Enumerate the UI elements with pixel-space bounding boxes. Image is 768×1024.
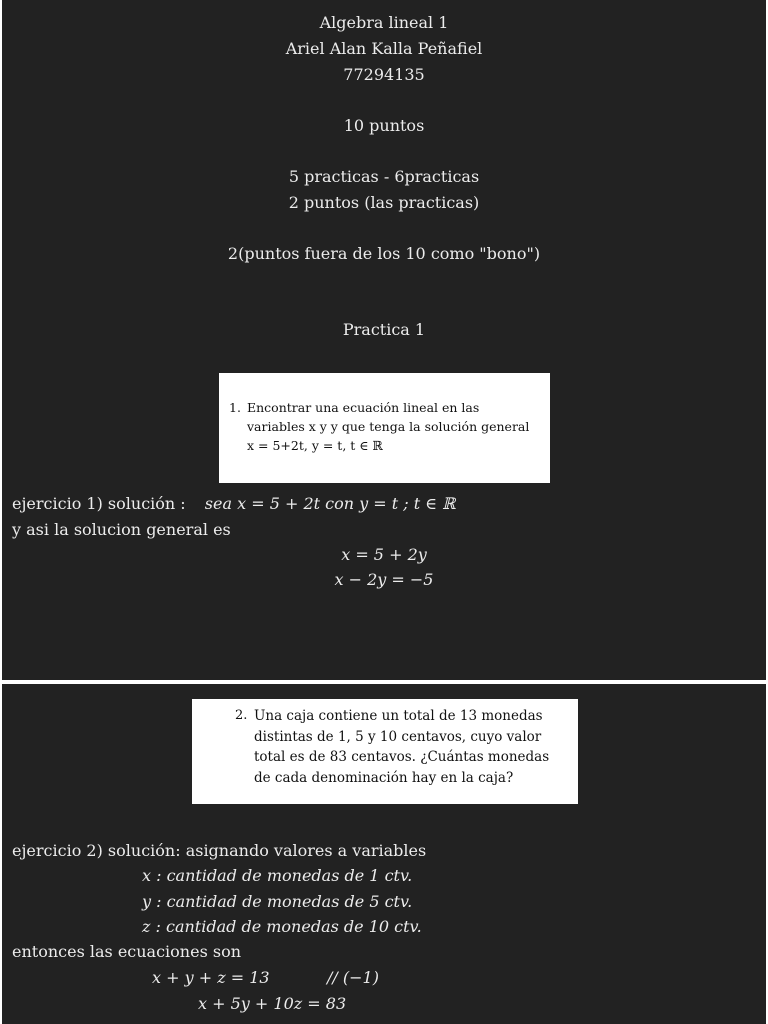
student-id: 77294135 (343, 65, 425, 84)
solution-1-heading (12, 494, 455, 514)
variable-x-definition: x : cantidad de monedas de 1 ctv. (142, 866, 413, 885)
problem-2-box (192, 699, 578, 804)
solution-1-label: ejercicio 1) solución : (12, 494, 186, 513)
solution-1-equation-1: x = 5 + 2y (341, 545, 427, 564)
page-1 (2, 0, 766, 680)
section-title: Practica 1 (342, 320, 426, 339)
bonus-note: 2(puntos fuera de los 10 como "bono") (227, 244, 541, 263)
solution-2-equation-1: x + y + z = 13 (152, 968, 270, 987)
solution-1-equation-2: x − 2y = −5 (334, 570, 434, 589)
points-total: 10 puntos (343, 116, 425, 135)
solution-2-heading: ejercicio 2) solución: asignando valores a variables (12, 841, 427, 860)
variable-z-definition: z : cantidad de monedas de 10 ctv. (142, 917, 422, 936)
solution-2-equation-1-note: // (−1) (327, 968, 379, 987)
solution-2-equation-2: x + 5y + 10z = 83 (198, 994, 347, 1013)
problem-1-box (219, 373, 550, 483)
solution-2-intro: entonces las ecuaciones son (12, 942, 242, 961)
practices-points: 2 puntos (las practicas) (288, 193, 480, 212)
problem-2-text: Una caja contiene un total de 13 monedas distintas de 1, 5 y 10 centavos, cuyo valor total es de 83 centavos. ¿Cuántas monedas de cada denominación hay en la caja? (254, 708, 550, 786)
course-title: Algebra lineal 1 (319, 13, 449, 32)
variable-y-definition: y : cantidad de monedas de 5 ctv. (142, 892, 413, 911)
practices-count: 5 practicas - 6practicas (288, 167, 480, 186)
solution-1-intro: y asi la solucion general es (12, 520, 231, 539)
problem-1-text: Encontrar una ecuación lineal en las variables x y y que tenga la solución general x = 5+2t, y = t, t ∈ ℝ (247, 400, 530, 453)
student-name: Ariel Alan Kalla Peñafiel (285, 39, 483, 58)
solution-1-statement: sea x = 5 + 2t con y = t ; t ∈ ℝ (204, 494, 456, 513)
problem-2-number: 2. (235, 708, 248, 723)
page-2 (2, 684, 766, 1024)
problem-1-number: 1. (229, 400, 241, 415)
